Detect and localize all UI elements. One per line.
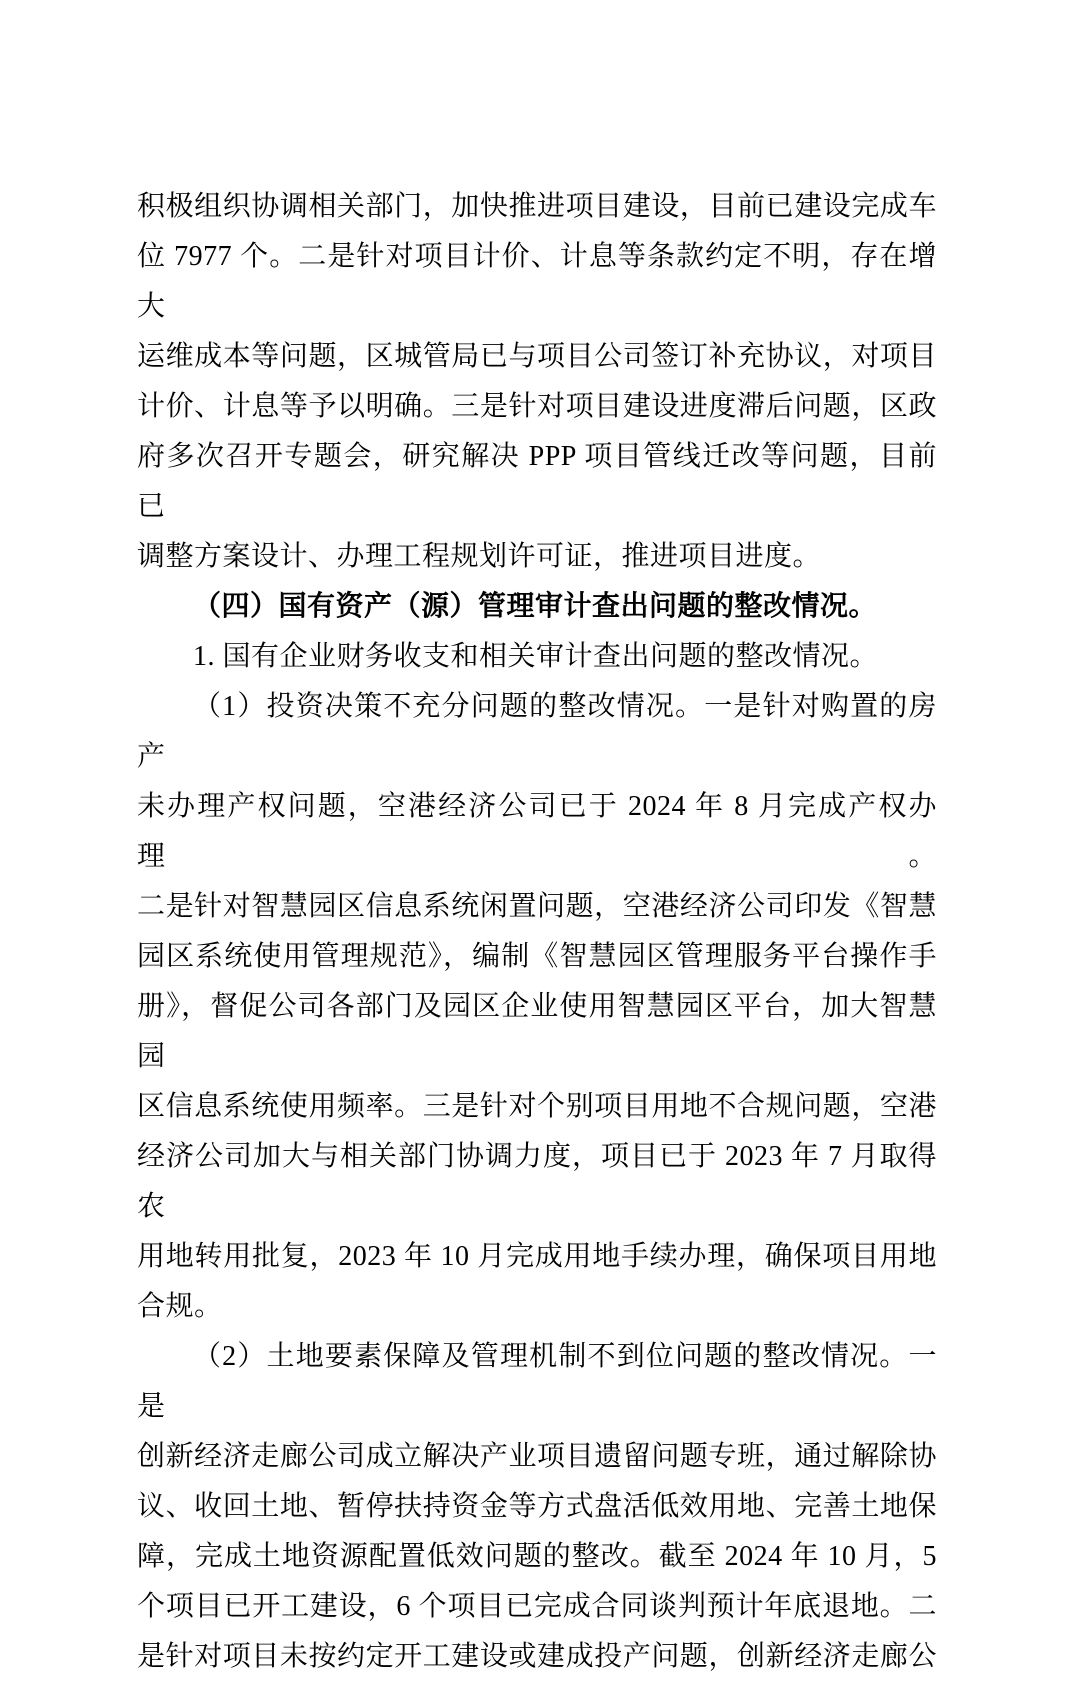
text-line: 经济公司加大与相关部门协调力度，项目已于 2023 年 7 月取得农	[137, 1141, 937, 1222]
text-line: 未办理产权问题，空港经济公司已于 2024 年 8 月完成产权办理。	[137, 791, 937, 872]
paragraph-heading-level-2	[137, 582, 937, 632]
text-line: 创新经济走廊公司成立解决产业项目遗留问题专班，通过解除协	[137, 1441, 937, 1472]
document-text-block	[137, 182, 937, 1682]
text-line: （1）投资决策不充分问题的整改情况。一是针对购置的房产	[137, 691, 937, 772]
text-line: 府多次召开专题会，研究解决 PPP 项目管线迁改等问题，目前已	[137, 441, 937, 522]
text-line: 调整方案设计、办理工程规划许可证，推进项目进度。	[137, 541, 822, 572]
text-line: 区信息系统使用频率。三是针对个别项目用地不合规问题，空港	[137, 1091, 937, 1122]
text-line: 运维成本等问题，区城管局已与项目公司签订补充协议，对项目	[137, 341, 937, 372]
text-line: 积极组织协调相关部门，加快推进项目建设，目前已建设完成车	[137, 191, 937, 222]
paragraph-body-continuation	[137, 182, 937, 582]
paragraph-heading-level-3	[137, 632, 937, 682]
paragraph-body	[137, 1332, 937, 1682]
text-line: 园区系统使用管理规范》，编制《智慧园区管理服务平台操作手	[137, 941, 937, 972]
text-line: 议、收回土地、暂停扶持资金等方式盘活低效用地、完善土地保	[137, 1491, 937, 1522]
text-line: （2）土地要素保障及管理机制不到位问题的整改情况。一是	[137, 1341, 937, 1422]
text-line: （四）国有资产（源）管理审计查出问题的整改情况。	[193, 591, 878, 622]
text-line: 个项目已开工建设，6 个项目已完成合同谈判预计年底退地。二	[137, 1591, 937, 1622]
text-line: 是针对项目未按约定开工建设或建成投产问题，创新经济走廊公	[137, 1641, 937, 1672]
text-line: 册》，督促公司各部门及园区企业使用智慧园区平台，加大智慧园	[137, 991, 937, 1072]
text-line: 计价、计息等予以明确。三是针对项目建设进度滞后问题，区政	[137, 391, 937, 422]
text-line: 合规。	[137, 1291, 223, 1322]
text-line: 1. 国有企业财务收支和相关审计查出问题的整改情况。	[193, 641, 879, 672]
text-line: 二是针对智慧园区信息系统闲置问题，空港经济公司印发《智慧	[137, 891, 937, 922]
text-line: 位 7977 个。二是针对项目计价、计息等条款约定不明，存在增大	[137, 241, 937, 322]
paragraph-body	[137, 682, 937, 1332]
text-line: 障，完成土地资源配置低效问题的整改。截至 2024 年 10 月，5	[137, 1541, 937, 1572]
text-line: 用地转用批复，2023 年 10 月完成用地手续办理，确保项目用地	[137, 1241, 937, 1272]
